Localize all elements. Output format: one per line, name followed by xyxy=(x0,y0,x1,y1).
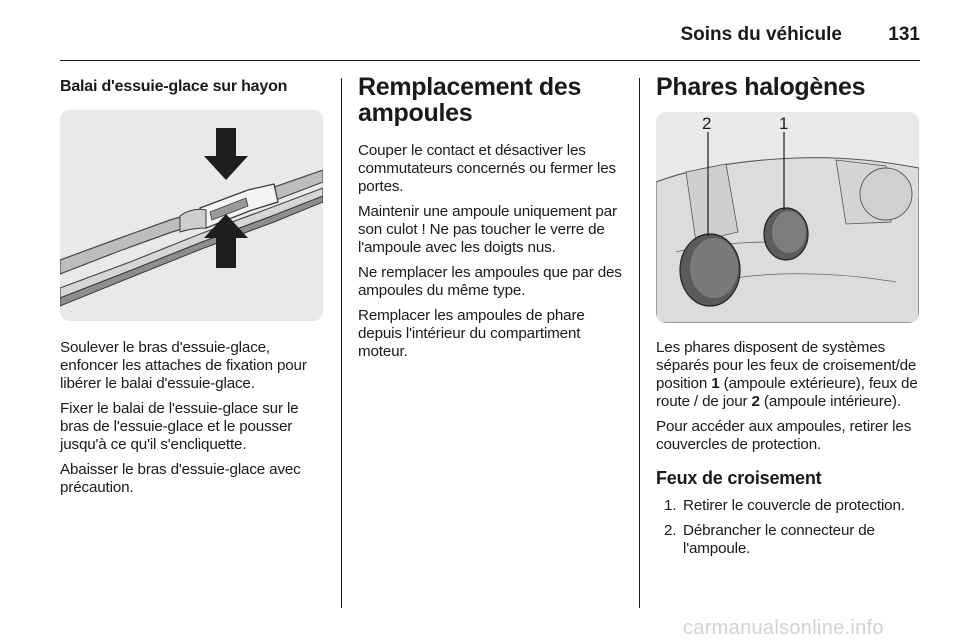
step-text: Retirer le couvercle de protection. xyxy=(683,497,905,514)
column-halogen-headlights xyxy=(656,74,921,565)
step-number: 2. xyxy=(664,522,677,539)
steps-list xyxy=(656,497,921,558)
text-run: (ampoule extérieure), feux de route / de jour xyxy=(656,375,918,410)
callout-label-1: 1 xyxy=(779,114,789,133)
bold-number: 1 xyxy=(711,375,720,392)
section-title: Soins du véhicule xyxy=(680,24,842,45)
halogen-heading: Phares halogènes xyxy=(656,73,866,101)
column-bulb-replacement xyxy=(358,74,623,368)
wiper-blade-illustration xyxy=(60,110,323,321)
paragraph: Ne remplacer les ampoules que par des ampoules du même type. xyxy=(358,264,622,299)
column-divider xyxy=(341,78,342,608)
list-item xyxy=(656,497,921,515)
paragraph: Abaisser le bras d'essuie-glace avec précaution. xyxy=(60,461,301,496)
paragraph: Soulever le bras d'essuie-glace, enfoncer les attaches de fixation pour libérer le balai d'essuie-glace. xyxy=(60,339,307,392)
paragraph: Remplacer les ampoules de phare depuis l'intérieur du compartiment moteur. xyxy=(358,307,585,360)
bold-number: 2 xyxy=(751,393,760,410)
column-divider xyxy=(639,78,640,608)
paragraph: Pour accéder aux ampoules, retirer les couvercles de protection. xyxy=(656,418,912,453)
paragraph: Maintenir une ampoule uniquement par son culot ! Ne pas toucher le verre de l'ampoule avec les doigts nus. xyxy=(358,203,617,256)
wiper-heading: Balai d'essuie-glace sur hayon xyxy=(60,78,288,95)
callout-label-2: 2 xyxy=(702,114,712,133)
paragraph xyxy=(656,339,921,411)
text-run: Les phares disposent de systèmes séparés pour les feux de croisement/de position xyxy=(656,339,917,392)
bulb-replacement-heading: Remplacement des ampoules xyxy=(358,73,582,127)
headlight-illustration xyxy=(656,112,919,323)
list-item xyxy=(656,522,921,558)
paragraph: Fixer le balai de l'essuie-glace sur le bras de l'essuie-glace et le pousser jusqu'à ce qu'il s'encliquette. xyxy=(60,400,299,453)
low-beam-heading: Feux de croisement xyxy=(656,468,822,488)
step-text: Débrancher le connecteur de l'ampoule. xyxy=(683,522,875,557)
paragraph: Couper le contact et désactiver les commutateurs concernés ou fermer les portes. xyxy=(358,142,616,195)
page-header xyxy=(60,10,920,61)
step-number: 1. xyxy=(664,497,677,514)
page-number: 131 xyxy=(888,24,920,45)
watermark: carmanualsonline.info xyxy=(683,617,884,639)
column-wiper xyxy=(60,74,325,504)
text-run: (ampoule intérieure). xyxy=(759,393,901,410)
